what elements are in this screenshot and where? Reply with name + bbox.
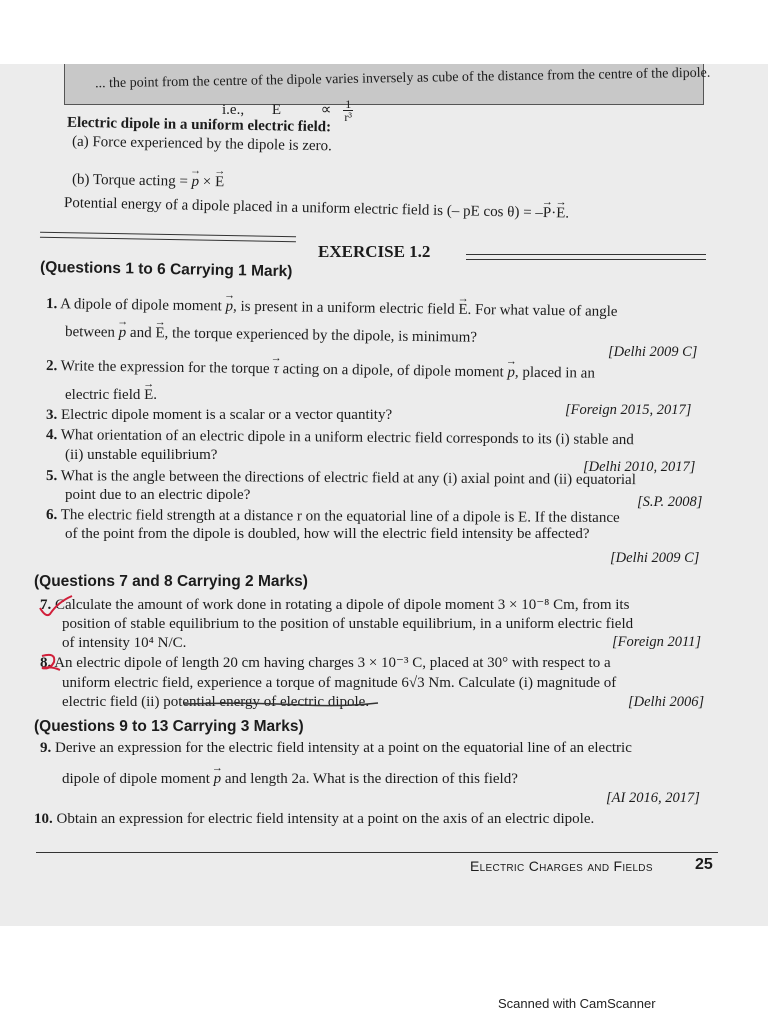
title-rule-right xyxy=(466,254,706,260)
page-number: 25 xyxy=(695,856,713,873)
fraction-denominator: r³ xyxy=(344,110,353,124)
question-4-reference: [Delhi 2010, 2017] xyxy=(583,459,696,475)
q1-text: and xyxy=(129,324,152,342)
vector-E: → E xyxy=(458,301,467,319)
q9-text: and length 2a. What is the direction of this field? xyxy=(224,771,518,787)
vector-E: → E xyxy=(155,324,164,342)
question-7-line-3: of intensity 10⁴ N/C. xyxy=(62,635,187,651)
question-number: 2. xyxy=(45,358,58,375)
q7-text: Calculate the amount of work done in rotating a dipole of dipole moment 3 × 10⁻⁸ Cm, from its xyxy=(55,597,630,613)
exercise-title: EXERCISE 1.2 xyxy=(318,242,431,261)
question-number: 8. xyxy=(40,655,52,671)
q1-text: . For what value of angle xyxy=(467,301,618,320)
relation-lhs: E xyxy=(271,101,281,118)
q9-text: dipole of dipole moment xyxy=(62,771,210,787)
question-1-line-1 xyxy=(46,295,618,321)
inverse-cube-fraction xyxy=(343,98,353,123)
section-heading-3-marks: (Questions 9 to 13 Carrying 3 Marks) xyxy=(34,718,304,735)
summary-box-text: ... the point from the centre of the dipole varies inversely as cube of the distance from the centre of the dipole. xyxy=(94,65,711,92)
torque-statement xyxy=(72,171,225,192)
title-rule-left xyxy=(40,232,296,242)
question-7-line-1 xyxy=(40,596,629,614)
question-number: 7. xyxy=(40,597,52,613)
question-1-reference: [Delhi 2009 C] xyxy=(608,344,698,360)
red-circle-mark-icon xyxy=(36,650,66,674)
vector-E: → E xyxy=(144,386,153,404)
question-10 xyxy=(34,810,594,828)
scanned-page xyxy=(0,64,768,926)
fraction-numerator: 1 xyxy=(345,97,352,111)
vector-p: → p xyxy=(119,324,127,342)
q9-text: Derive an expression for the electric field intensity at a point on the equatorial line of an electric xyxy=(55,740,632,756)
vector-p: → p xyxy=(225,298,233,316)
vector-E: → E xyxy=(215,173,224,191)
question-8-line-3: electric field (ii) potential energy of electric dipole. xyxy=(62,694,370,710)
question-number: 4. xyxy=(45,427,58,444)
ie-label: i.e., xyxy=(222,101,245,118)
vector-E: → E xyxy=(556,204,566,222)
potential-energy-statement xyxy=(64,194,570,223)
question-number: 3. xyxy=(46,407,58,423)
q2-text: Write the expression for the torque xyxy=(60,358,270,378)
scanner-watermark: Scanned with CamScanner xyxy=(498,996,656,1011)
question-1-line-2 xyxy=(65,323,477,347)
dot-symbol: · xyxy=(551,205,557,222)
q6-text: The electric field strength at a distance r on the equatorial line of a dipole is E. If the distance xyxy=(60,507,620,527)
q2-text: , placed in an xyxy=(514,364,596,382)
question-number: 10. xyxy=(34,811,53,827)
vector-p: → p xyxy=(214,770,222,788)
question-7-reference: [Foreign 2011] xyxy=(612,634,702,650)
q1-text: , is present in a uniform electric field xyxy=(232,298,455,318)
cross-symbol: × xyxy=(202,173,212,191)
question-8-line-2: uniform electric field, experience a torque of magnitude 6√3 Nm. Calculate (i) magnitude of xyxy=(62,675,617,691)
q10-text: Obtain an expression for electric field intensity at a point on the axis of an electric dipole. xyxy=(56,811,595,827)
q8-text: An electric dipole of length 20 cm having charges 3 × 10⁻³ C, placed at 30° with respect to a xyxy=(54,655,611,671)
q2-text: electric field xyxy=(65,387,141,403)
summary-box xyxy=(64,64,711,105)
question-3 xyxy=(46,406,392,424)
question-9-reference: [AI 2016, 2017] xyxy=(606,790,700,806)
question-6-line-2: of the point from the dipole is doubled, how will the electric field intensity be affected? xyxy=(65,526,590,542)
vector-tau: → τ xyxy=(273,360,279,378)
question-number: 9. xyxy=(40,740,52,756)
question-2-line-1 xyxy=(46,357,595,383)
proportional-symbol: ∝ xyxy=(320,101,332,118)
q5-text: What is the angle between the directions of electric field at any (i) axial point and (ii) equatorial xyxy=(60,468,636,489)
question-9-line-2 xyxy=(62,770,518,788)
question-7-line-2: position of stable equilibrium to the position of unstable equilibrium, in a uniform electric field xyxy=(62,616,634,632)
question-2-line-2 xyxy=(65,386,157,404)
underline-mark-icon xyxy=(182,700,382,710)
question-5-reference: [S.P. 2008] xyxy=(637,494,703,510)
uniform-field-heading: Electric dipole in a uniform electric field: xyxy=(66,114,332,136)
q2-text: . xyxy=(153,387,158,403)
q1-text: , the torque experienced by the dipole, is minimum? xyxy=(164,325,478,346)
pe-end: . xyxy=(565,205,570,222)
q4-text: What orientation of an electric dipole in a uniform electric field corresponds to its (i) stable and xyxy=(60,427,634,449)
question-8-line-1 xyxy=(40,654,611,672)
force-statement: (a) Force experienced by the dipole is zero. xyxy=(71,133,333,155)
section-heading-2-marks: (Questions 7 and 8 Carrying 2 Marks) xyxy=(34,573,308,590)
question-number: 5. xyxy=(45,468,58,485)
vector-P: → P xyxy=(543,204,552,222)
footer-rule xyxy=(36,852,718,853)
section-heading-1-mark: (Questions 1 to 6 Carrying 1 Mark) xyxy=(39,258,293,281)
red-tick-mark-icon xyxy=(36,592,76,622)
question-9-line-1 xyxy=(40,739,632,757)
chapter-title: Electric Charges and Fields xyxy=(470,858,653,874)
question-2-reference: [Foreign 2015, 2017] xyxy=(565,402,692,418)
pe-prefix: Potential energy of a dipole placed in a uniform electric field is (– pE cos θ) = – xyxy=(63,195,544,222)
vector-p: → p xyxy=(507,363,515,381)
vector-p: → p xyxy=(191,173,199,191)
q3-text: Electric dipole moment is a scalar or a vector quantity? xyxy=(61,407,393,423)
question-5-line-2: point due to an electric dipole? xyxy=(65,487,251,503)
torque-prefix: (b) Torque acting = xyxy=(71,171,188,190)
question-number: 6. xyxy=(45,507,58,524)
question-4-line-2: (ii) unstable equilibrium? xyxy=(65,447,218,463)
question-8-reference: [Delhi 2006] xyxy=(628,694,705,710)
q1-text: between xyxy=(64,324,116,341)
question-6-line-1 xyxy=(46,506,620,527)
question-number: 1. xyxy=(45,296,58,313)
question-6-reference: [Delhi 2009 C] xyxy=(610,550,700,566)
q2-text: acting on a dipole, of dipole moment xyxy=(282,361,504,381)
q1-text: A dipole of dipole moment xyxy=(60,296,222,315)
